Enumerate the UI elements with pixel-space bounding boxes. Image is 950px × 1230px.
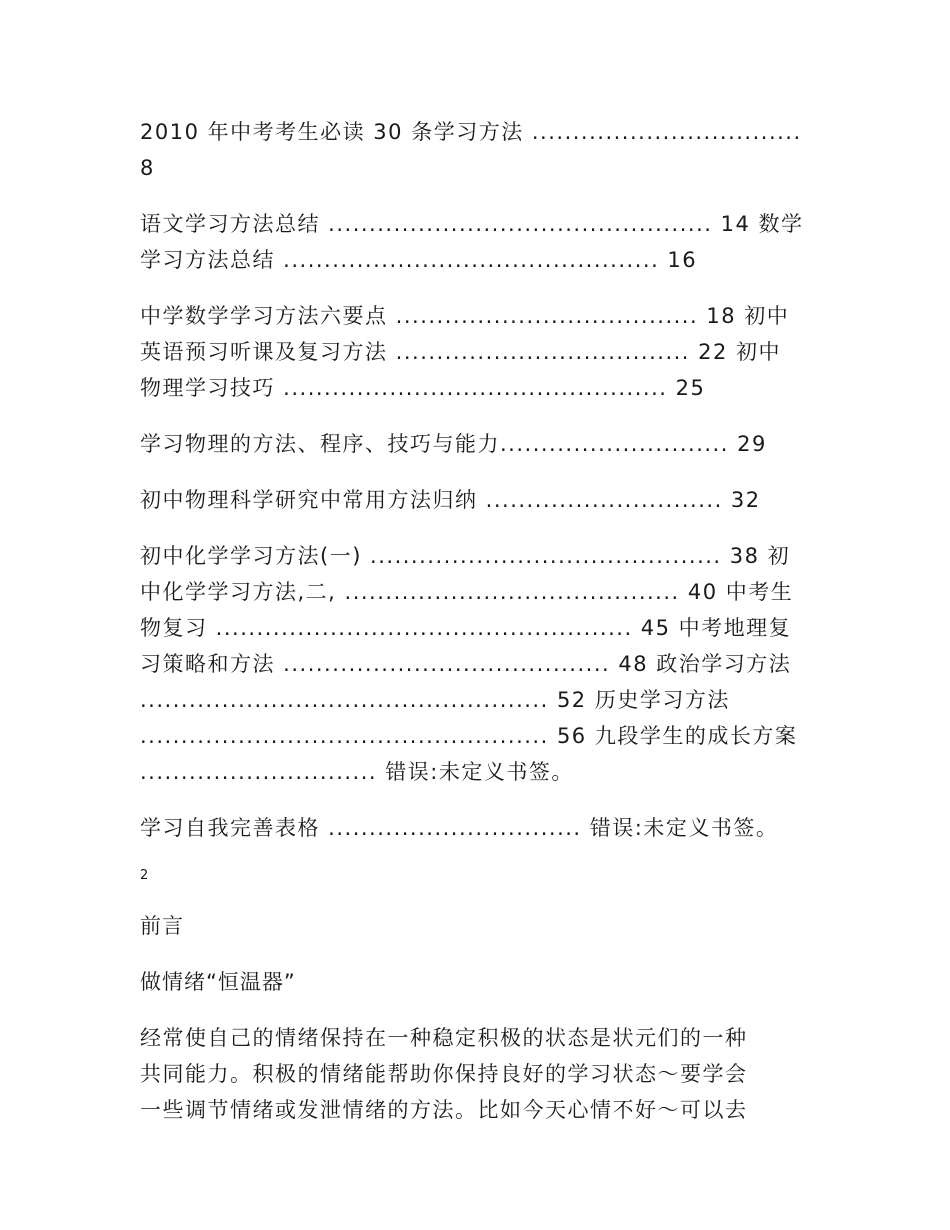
foreword-title: 前言 (140, 914, 184, 938)
section-title: 做情绪“恒温器” (140, 970, 296, 994)
toc-line: ............................. 错误:未定义书签。 (140, 760, 574, 784)
toc-line: .................................................. 52 历史学习方法 (140, 688, 730, 712)
toc-line: .................................................. 56 九段学生的成长方案 (140, 724, 798, 748)
toc-entry-block (140, 482, 812, 518)
toc-entry-block (140, 810, 812, 846)
toc-line: 学习自我完善表格 ............................... 错误:未定义书签。 (140, 816, 779, 840)
document-page (140, 114, 812, 1128)
toc-entry-block (140, 298, 812, 406)
toc-line: 中学数学学习方法六要点 ..................................... 18 初中 (140, 304, 790, 328)
toc-line: 8 (140, 156, 155, 180)
body-paragraph (140, 1020, 812, 1128)
toc-line: 中化学学习方法,二, ......................................... 40 中考生 (140, 580, 794, 604)
toc-entry-block (140, 538, 812, 790)
toc-line: 习策略和方法 ........................................ 48 政治学习方法 (140, 652, 792, 676)
paragraph-line: 经常使自己的情绪保持在一种稳定积极的状态是状元们的一种 (140, 1026, 748, 1050)
toc-line: 初中物理科学研究中常用方法归纳 ............................. 32 (140, 488, 761, 512)
page-number: 2 (140, 868, 149, 883)
toc-entry-block (140, 114, 812, 186)
toc-line: 语文学习方法总结 ............................................... 14 数学 (140, 212, 804, 236)
toc-entry-block (140, 426, 812, 462)
paragraph-line: 一些调节情绪或发泄情绪的方法。比如今天心情不好～可以去 (140, 1098, 748, 1122)
toc-line: 学习物理的方法、程序、技巧与能力............................ 29 (140, 432, 767, 456)
toc-line: 2010 年中考考生必读 30 条学习方法 ................................. (140, 120, 802, 144)
toc-line: 初中化学学习方法(一) ........................................... 38 初 (140, 544, 791, 568)
toc-line: 物复习 ................................................... 45 中考地理复 (140, 616, 792, 640)
toc-line: 物理学习技巧 ............................................... 25 (140, 376, 706, 400)
toc-line: 英语预习听课及复习方法 .................................... 22 初中 (140, 340, 782, 364)
paragraph-line: 共同能力。积极的情绪能帮助你保持良好的学习状态～要学会 (140, 1062, 748, 1086)
toc-entry-block (140, 206, 812, 278)
toc-line: 学习方法总结 .............................................. 16 (140, 248, 698, 272)
